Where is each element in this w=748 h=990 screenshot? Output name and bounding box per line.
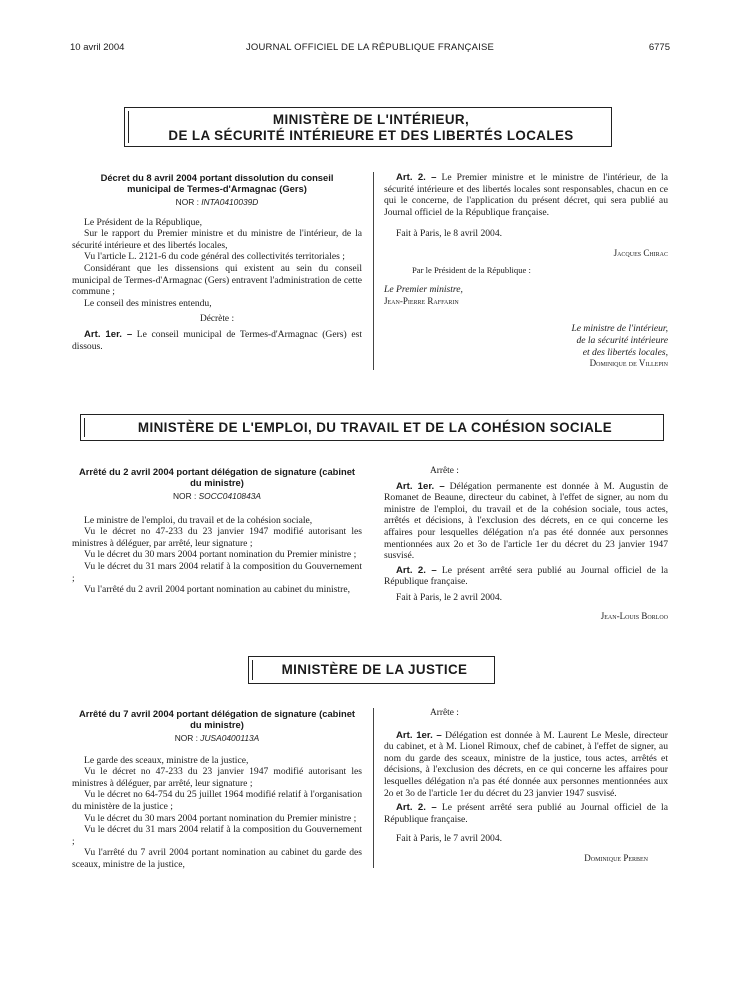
justice-right-column: [384, 708, 668, 865]
interior-right-column: [384, 172, 668, 370]
article-1: Art. 1er. – Délégation permanente est donnée à M. Augustin de Romanet de Beaune, directeur du cabinet, à l'effet de signer, au nom du ministre de l'emploi, du travail et de la cohésion sociale, tous actes, arrêtés et décisions, à l'exclusion des décrets, en ce qui concerne les affaires pour lesquelles délégation n'a pas été donnée aux personnes mentionnées aux 2o et 3o de l'article 1er du décret du 23 janvier 1947 susvisé.: [384, 480, 668, 562]
preamble-line: Vu le décret du 31 mars 2004 relatif à la composition du Gouvernement ;: [72, 560, 362, 584]
ministry-heading-line: MINISTÈRE DE L'EMPLOI, DU TRAVAIL ET DE LA COHÉSION SOCIALE: [137, 420, 613, 435]
page-number: 6775: [648, 42, 670, 53]
by-president-line: Par le Président de la République :: [412, 264, 531, 275]
article-1: Art. 1er. – Le conseil municipal de Termes-d'Armagnac (Gers) est dissous.: [72, 328, 363, 352]
nor-reference: NOR : INTA0410039D: [175, 197, 259, 207]
minister-title-line: de la sécurité intérieure: [576, 334, 668, 346]
pm-name: Jean-Pierre Raffarin: [384, 295, 459, 306]
nor-reference: NOR : SOCC0410843A: [173, 491, 261, 501]
ministry-justice-heading: [248, 656, 495, 684]
journal-title: JOURNAL OFFICIEL DE LA RÉPUBLIQUE FRANÇAISE: [245, 42, 495, 53]
minister-name: Dominique de Villepin: [589, 358, 668, 369]
heading-accent-rule: [252, 660, 253, 680]
heading-accent-rule: [84, 418, 85, 437]
employment-left-column: [72, 466, 362, 596]
interior-left-column: [72, 172, 362, 352]
justice-left-column: [72, 708, 362, 871]
article-2: Art. 2. – Le présent arrêté sera publié au Journal officiel de la République française.: [384, 802, 668, 825]
preamble-line: Considérant que les dissensions qui existent au sein du conseil municipal de Termes-d'Armagnac (Gers) entravent l'administration de cette commune ;: [72, 262, 362, 298]
done-at-paris: Fait à Paris, le 7 avril 2004.: [396, 833, 503, 845]
heading-accent-rule: [128, 111, 129, 143]
arrete-title: Arrêté du 2 avril 2004 portant délégation de signature (cabinet du ministre): [78, 466, 356, 488]
arrete-title: Arrêté du 7 avril 2004 portant délégation de signature (cabinet du ministre): [78, 708, 356, 730]
preamble-line: Vu le décret du 31 mars 2004 relatif à la composition du Gouvernement ;: [72, 824, 362, 847]
preamble-line: Vu l'article L. 2121-6 du code général des collectivités territoriales ;: [84, 251, 345, 263]
preamble-line: Le ministre de l'emploi, du travail et de la cohésion sociale,: [84, 514, 313, 526]
minister-title-line: et des libertés locales,: [582, 346, 668, 358]
nor-reference: NOR : JUSA0400113A: [174, 733, 260, 743]
preamble-line: Le Président de la République,: [84, 216, 203, 228]
ministry-heading-line: MINISTÈRE DE LA JUSTICE: [281, 662, 468, 677]
decree-word: Décrète :: [199, 314, 235, 325]
preamble-line: Sur le rapport du Premier ministre et du ministre de l'intérieur, de la sécurité intérieure et des libertés locales,: [72, 228, 362, 251]
arrete-word: Arrête :: [430, 708, 459, 718]
preamble-line: Vu le décret no 47-233 du 23 janvier 1947 modifié autorisant les ministres à déléguer, par arrêté, leur signature ;: [72, 766, 362, 789]
preamble-line: Vu le décret no 47-233 du 23 janvier 1947 modifié autorisant les ministres à déléguer, par arrêté, leur signature ;: [72, 526, 362, 549]
preamble-line: Vu le décret du 30 mars 2004 portant nomination du Premier ministre ;: [84, 549, 357, 561]
signatory: Jacques Chirac: [613, 247, 668, 258]
ministry-employment-heading: [80, 414, 664, 441]
article-2: Art. 2. – Le présent arrêté sera publié au Journal officiel de la République française.: [384, 564, 668, 588]
column-divider: [373, 708, 374, 868]
column-divider: [373, 172, 374, 370]
preamble-line: Vu le décret no 64-754 du 25 juillet 1964 modifié relatif à l'organisation du ministère de la justice ;: [72, 789, 362, 812]
signatory: Jean-Louis Borloo: [600, 610, 668, 621]
running-head: [70, 42, 670, 56]
article-1: Art. 1er. – Délégation est donnée à M. Laurent Le Mesle, directeur du cabinet, et à M. Lionel Rimoux, chef de cabinet, à l'effet de signer, au nom du garde des sceaux, ministre de la justice, tous actes, arrêtés et décisions, à l'exclusion des décrets, en ce qui concerne les affaires pour lesquelles délégation n'a pas été donnée aux personnes mentionnées aux 2o et 3o de l'article 1er du décret du 23 janvier 1947 susvisé.: [384, 729, 668, 799]
done-at-paris: Fait à Paris, le 8 avril 2004.: [396, 228, 503, 240]
arrete-word: Arrête :: [430, 466, 459, 476]
signatory: Dominique Perben: [584, 852, 648, 863]
ministry-interior-heading: [124, 107, 612, 147]
done-at-paris: Fait à Paris, le 2 avril 2004.: [396, 591, 503, 603]
preamble-line: Le conseil des ministres entendu,: [84, 297, 212, 309]
employment-right-column: [384, 466, 668, 622]
minister-signature-block: [384, 323, 668, 369]
ministry-heading-line-1: MINISTÈRE DE L'INTÉRIEUR,: [272, 112, 470, 127]
minister-title-line: Le ministre de l'intérieur,: [571, 323, 668, 335]
preamble-line: Vu l'arrêté du 7 avril 2004 portant nomination au cabinet du garde des sceaux, ministre de la justice,: [72, 847, 362, 870]
article-2: Art. 2. – Le Premier ministre et le ministre de l'intérieur, de la sécurité intérieure et des libertés locales sont responsables, chacun en ce qui le concerne, de l'application du présent décret, qui sera publié au Journal officiel de la République française.: [384, 172, 668, 218]
decree-title: Décret du 8 avril 2004 portant dissolution du conseil municipal de Termes-d'Armagnac (Gers): [100, 172, 334, 194]
pm-title: Le Premier ministre,: [384, 284, 463, 296]
preamble-line: Le garde des sceaux, ministre de la justice,: [84, 754, 249, 766]
ministry-heading-line-2: DE LA SÉCURITÉ INTÉRIEURE ET DES LIBERTÉS LOCALES: [168, 128, 574, 143]
preamble-line: Vu l'arrêté du 2 avril 2004 portant nomination au cabinet du ministre,: [84, 584, 350, 596]
preamble-line: Vu le décret du 30 mars 2004 portant nomination du Premier ministre ;: [84, 812, 357, 824]
issue-date: 10 avril 2004: [70, 42, 125, 53]
